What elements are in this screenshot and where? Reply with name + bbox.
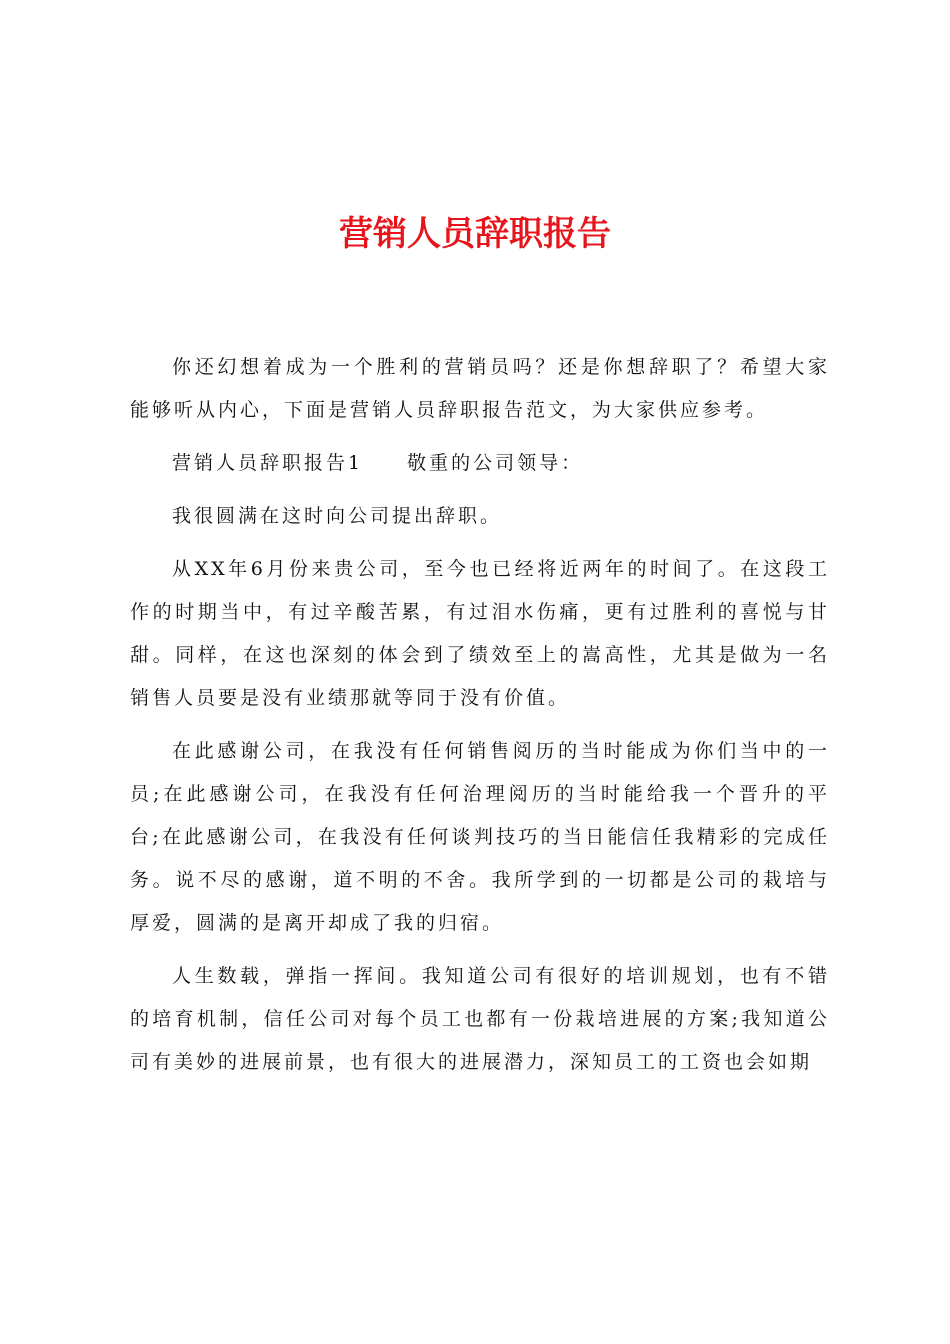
paragraph-work-history: 从XX年6月份来贵公司，至今也已经将近两年的时间了。在这段工作的时期当中，有过辛酸苦累，有过泪水伤痛，更有过胜利的喜悦与甘甜。同样，在这也深刻的体会到了绩效至上的嵩高性，尤其是做为一名销售人员要是没有业绩那就等同于没有价值。 [130,558,830,709]
paragraph-resignation-statement: 我很圆满在这时向公司提出辞职。 [172,505,503,527]
paragraph-intro: 你还幻想着成为一个胜利的营销员吗？还是你想辞职了？希望大家能够听从内心，下面是营销人员辞职报告范文，为大家供应参考。 [130,356,830,421]
document-title: 营销人员辞职报告 [339,214,611,254]
document-body [130,346,830,1094]
paragraph-gratitude: 在此感谢公司，在我没有任何销售阅历的当时能成为你们当中的一员;在此感谢公司，在我没有任何治理阅历的当时能给我一个晋升的平台;在此感谢公司，在我没有任何谈判技巧的当日能信任我精彩的完成任务。说不尽的感谢，道不明的不舍。我所学到的一切都是公司的栽培与厚爱，圆满的是离开却成了我的归宿。 [130,740,830,934]
paragraph-reflection: 人生数载，弹指一挥间。我知道公司有很好的培训规划，也有不错的培育机制，信任公司对每个员工也都有一份栽培进展的方案;我知道公司有美妙的进展前景，也有很大的进展潜力，深知员工的工资也会如期 [130,965,830,1073]
paragraph-salutation: 营销人员辞职报告1 敬重的公司领导： [172,452,584,474]
